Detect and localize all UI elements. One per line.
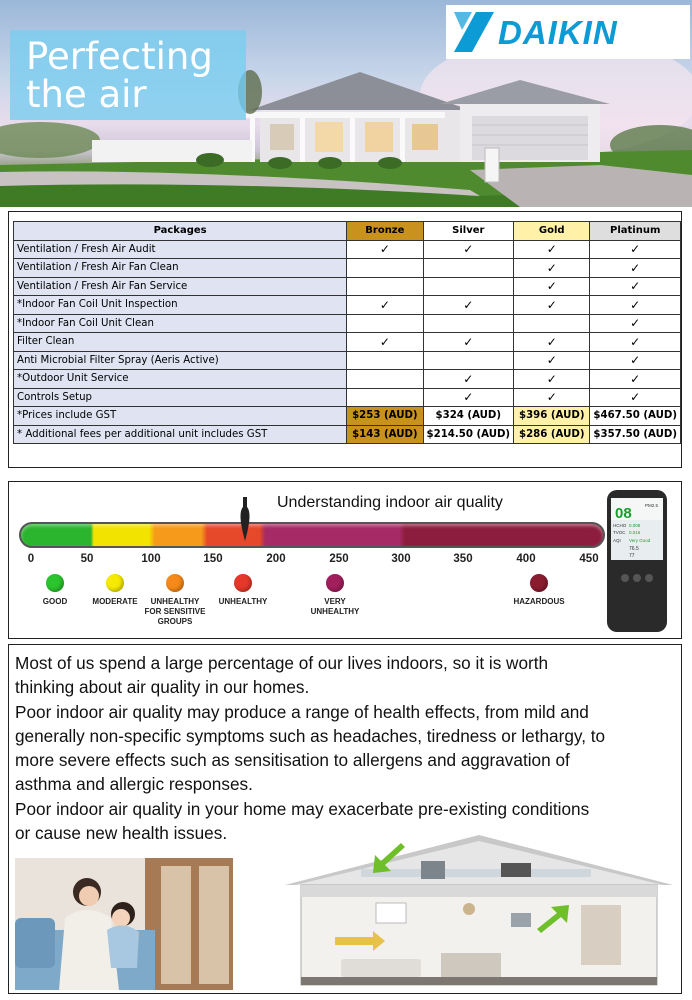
logo-text: DAIKIN — [498, 14, 618, 51]
meter-reading: 08 — [615, 505, 632, 522]
table-row — [14, 333, 681, 352]
table-row — [14, 259, 681, 278]
category-label: VERY — [324, 597, 346, 606]
info-line: or cause new health issues. — [15, 823, 228, 844]
header-packages: Packages — [14, 222, 347, 241]
category-very-unhealthy — [311, 597, 360, 617]
meter-hcho-value: 0.008 — [629, 523, 641, 528]
hero-title-line2: the air — [26, 73, 147, 116]
platinum-cell: ✓ — [590, 296, 681, 315]
tick-label: 150 — [203, 553, 223, 565]
table-row — [14, 388, 681, 407]
category-unhealthy-sensitive — [145, 597, 206, 627]
air-quality-meter — [605, 488, 669, 634]
meter-button-right-icon — [645, 574, 653, 582]
meter-temp-value: 76.5 — [629, 546, 639, 552]
bronze-cell — [347, 277, 423, 296]
bronze-cell — [347, 259, 423, 278]
platinum-cell: ✓ — [590, 388, 681, 407]
category-label: UNHEALTHY — [150, 597, 200, 606]
tick-label: 100 — [141, 553, 161, 565]
info-line: generally non-specific symptoms such as headaches, tiredness or lethargy, to — [15, 725, 606, 746]
header-gold: Gold — [514, 222, 590, 241]
gold-cell: ✓ — [514, 259, 590, 278]
silver-cell: ✓ — [423, 296, 514, 315]
table-row — [14, 240, 681, 259]
bronze-price: $253 (AUD) — [347, 407, 423, 426]
platinum-price: $357.50 (AUD) — [590, 425, 681, 444]
packages-table — [13, 221, 681, 444]
gold-cell: ✓ — [514, 388, 590, 407]
silver-cell — [423, 351, 514, 370]
meter-humidity-value: 77 — [629, 553, 635, 559]
header-silver: Silver — [423, 222, 514, 241]
category-label: GOOD — [42, 597, 68, 606]
feature-cell: Ventilation / Fresh Air Fan Clean — [14, 259, 347, 278]
info-line: more severe effects such as sensitisation to allergens and aggravation of — [15, 750, 570, 771]
bronze-cell — [347, 314, 423, 333]
tick-label: 350 — [453, 553, 473, 565]
tick-label: 200 — [266, 553, 286, 565]
feature-cell: Anti Microbial Filter Spray (Aeris Active) — [14, 351, 347, 370]
table-row — [14, 296, 681, 315]
tick-label: 250 — [329, 553, 349, 565]
meter-button-left-icon — [621, 574, 629, 582]
bronze-cell: ✓ — [347, 333, 423, 352]
gold-cell: ✓ — [514, 296, 590, 315]
price-label-cell: * Additional fees per additional unit includes GST — [14, 425, 347, 444]
feature-cell: *Outdoor Unit Service — [14, 370, 347, 389]
aqi-pointer-icon — [238, 497, 252, 545]
aqi-scale-bar — [19, 522, 605, 548]
gold-price: $396 (AUD) — [514, 407, 590, 426]
platinum-cell: ✓ — [590, 333, 681, 352]
platinum-cell: ✓ — [590, 370, 681, 389]
meter-hcho-label: HCHO — [613, 523, 627, 528]
family-photo-illustration — [15, 858, 233, 990]
gold-cell: ✓ — [514, 333, 590, 352]
table-row — [14, 314, 681, 333]
family-photo — [15, 858, 233, 990]
gold-cell — [514, 314, 590, 333]
daikin-logo-mark-icon — [450, 8, 498, 56]
ventilation-house-illustration — [281, 833, 677, 989]
feature-cell: *Indoor Fan Coil Unit Inspection — [14, 296, 347, 315]
tick-label: 0 — [27, 553, 35, 565]
silver-cell: ✓ — [423, 370, 514, 389]
gold-cell: ✓ — [514, 277, 590, 296]
silver-cell: ✓ — [423, 388, 514, 407]
feature-cell: Filter Clean — [14, 333, 347, 352]
platinum-cell: ✓ — [590, 259, 681, 278]
hero-title — [10, 30, 246, 120]
good-dot-icon — [46, 574, 64, 592]
tick-label: 300 — [391, 553, 411, 565]
table-row — [14, 351, 681, 370]
daikin-logo — [446, 5, 690, 59]
table-header-row — [14, 222, 681, 241]
info-panel — [8, 644, 682, 994]
category-unhealthy — [219, 597, 268, 607]
unhealthy-sensitive-dot-icon — [166, 574, 184, 592]
feature-cell: Ventilation / Fresh Air Audit — [14, 240, 347, 259]
moderate-dot-icon — [106, 574, 124, 592]
header-bronze: Bronze — [347, 222, 423, 241]
hero-title-line1: Perfecting — [26, 35, 213, 78]
gold-cell: ✓ — [514, 370, 590, 389]
hero-banner — [0, 0, 692, 207]
meter-aqi-label: AQI — [613, 538, 621, 543]
category-label: HAZARDOUS — [513, 597, 565, 606]
hazardous-dot-icon — [530, 574, 548, 592]
price-row — [14, 425, 681, 444]
air-quality-panel — [8, 481, 682, 639]
bronze-cell: ✓ — [347, 296, 423, 315]
price-label-cell: *Prices include GST — [14, 407, 347, 426]
feature-cell: Controls Setup — [14, 388, 347, 407]
price-row — [14, 407, 681, 426]
silver-cell — [423, 259, 514, 278]
silver-price: $324 (AUD) — [423, 407, 514, 426]
platinum-cell: ✓ — [590, 314, 681, 333]
category-label: UNHEALTHY — [218, 597, 268, 606]
bronze-cell: ✓ — [347, 240, 423, 259]
silver-cell: ✓ — [423, 333, 514, 352]
gold-cell: ✓ — [514, 351, 590, 370]
bronze-cell — [347, 370, 423, 389]
category-label: GROUPS — [157, 617, 193, 626]
packages-panel — [8, 211, 682, 468]
info-line: Poor indoor air quality in your home may exacerbate pre-existing conditions — [15, 798, 590, 819]
silver-cell — [423, 314, 514, 333]
tick-label: 400 — [516, 553, 536, 565]
tick-label: 450 — [579, 553, 599, 565]
bronze-cell — [347, 351, 423, 370]
info-line: thinking about air quality in our homes. — [15, 677, 310, 698]
meter-unit-label: PM2.5 — [645, 503, 659, 508]
gold-price: $286 (AUD) — [514, 425, 590, 444]
info-line: Poor indoor air quality may produce a range of health effects, from mild and — [15, 701, 589, 722]
table-row — [14, 277, 681, 296]
gold-cell: ✓ — [514, 240, 590, 259]
category-good — [43, 597, 67, 607]
info-line: Most of us spend a large percentage of our lives indoors, so it is worth — [15, 653, 549, 673]
category-hazardous — [513, 597, 564, 607]
feature-cell: *Indoor Fan Coil Unit Clean — [14, 314, 347, 333]
meter-tvoc-label: TVOC — [613, 530, 626, 535]
category-label: MODERATE — [92, 597, 138, 606]
bronze-price: $143 (AUD) — [347, 425, 423, 444]
meter-button-center-icon — [633, 574, 641, 582]
silver-price: $214.50 (AUD) — [423, 425, 514, 444]
info-text — [15, 651, 675, 845]
unhealthy-dot-icon — [234, 574, 252, 592]
category-label: UNHEALTHY — [310, 607, 360, 616]
meter-tvoc-value: 0.016 — [629, 530, 641, 535]
category-moderate — [92, 597, 137, 607]
header-platinum: Platinum — [590, 222, 681, 241]
platinum-cell: ✓ — [590, 351, 681, 370]
platinum-cell: ✓ — [590, 277, 681, 296]
category-label: FOR SENSITIVE — [144, 607, 206, 616]
table-row — [14, 370, 681, 389]
bronze-cell — [347, 388, 423, 407]
info-line: asthma and allergic responses. — [15, 774, 253, 795]
air-quality-title: Understanding indoor air quality — [277, 494, 503, 511]
silver-cell: ✓ — [423, 240, 514, 259]
platinum-cell: ✓ — [590, 240, 681, 259]
very-unhealthy-dot-icon — [326, 574, 344, 592]
silver-cell — [423, 277, 514, 296]
platinum-price: $467.50 (AUD) — [590, 407, 681, 426]
tick-label: 50 — [80, 553, 94, 565]
meter-aqi-value: Very Good — [629, 538, 651, 543]
feature-cell: Ventilation / Fresh Air Fan Service — [14, 277, 347, 296]
